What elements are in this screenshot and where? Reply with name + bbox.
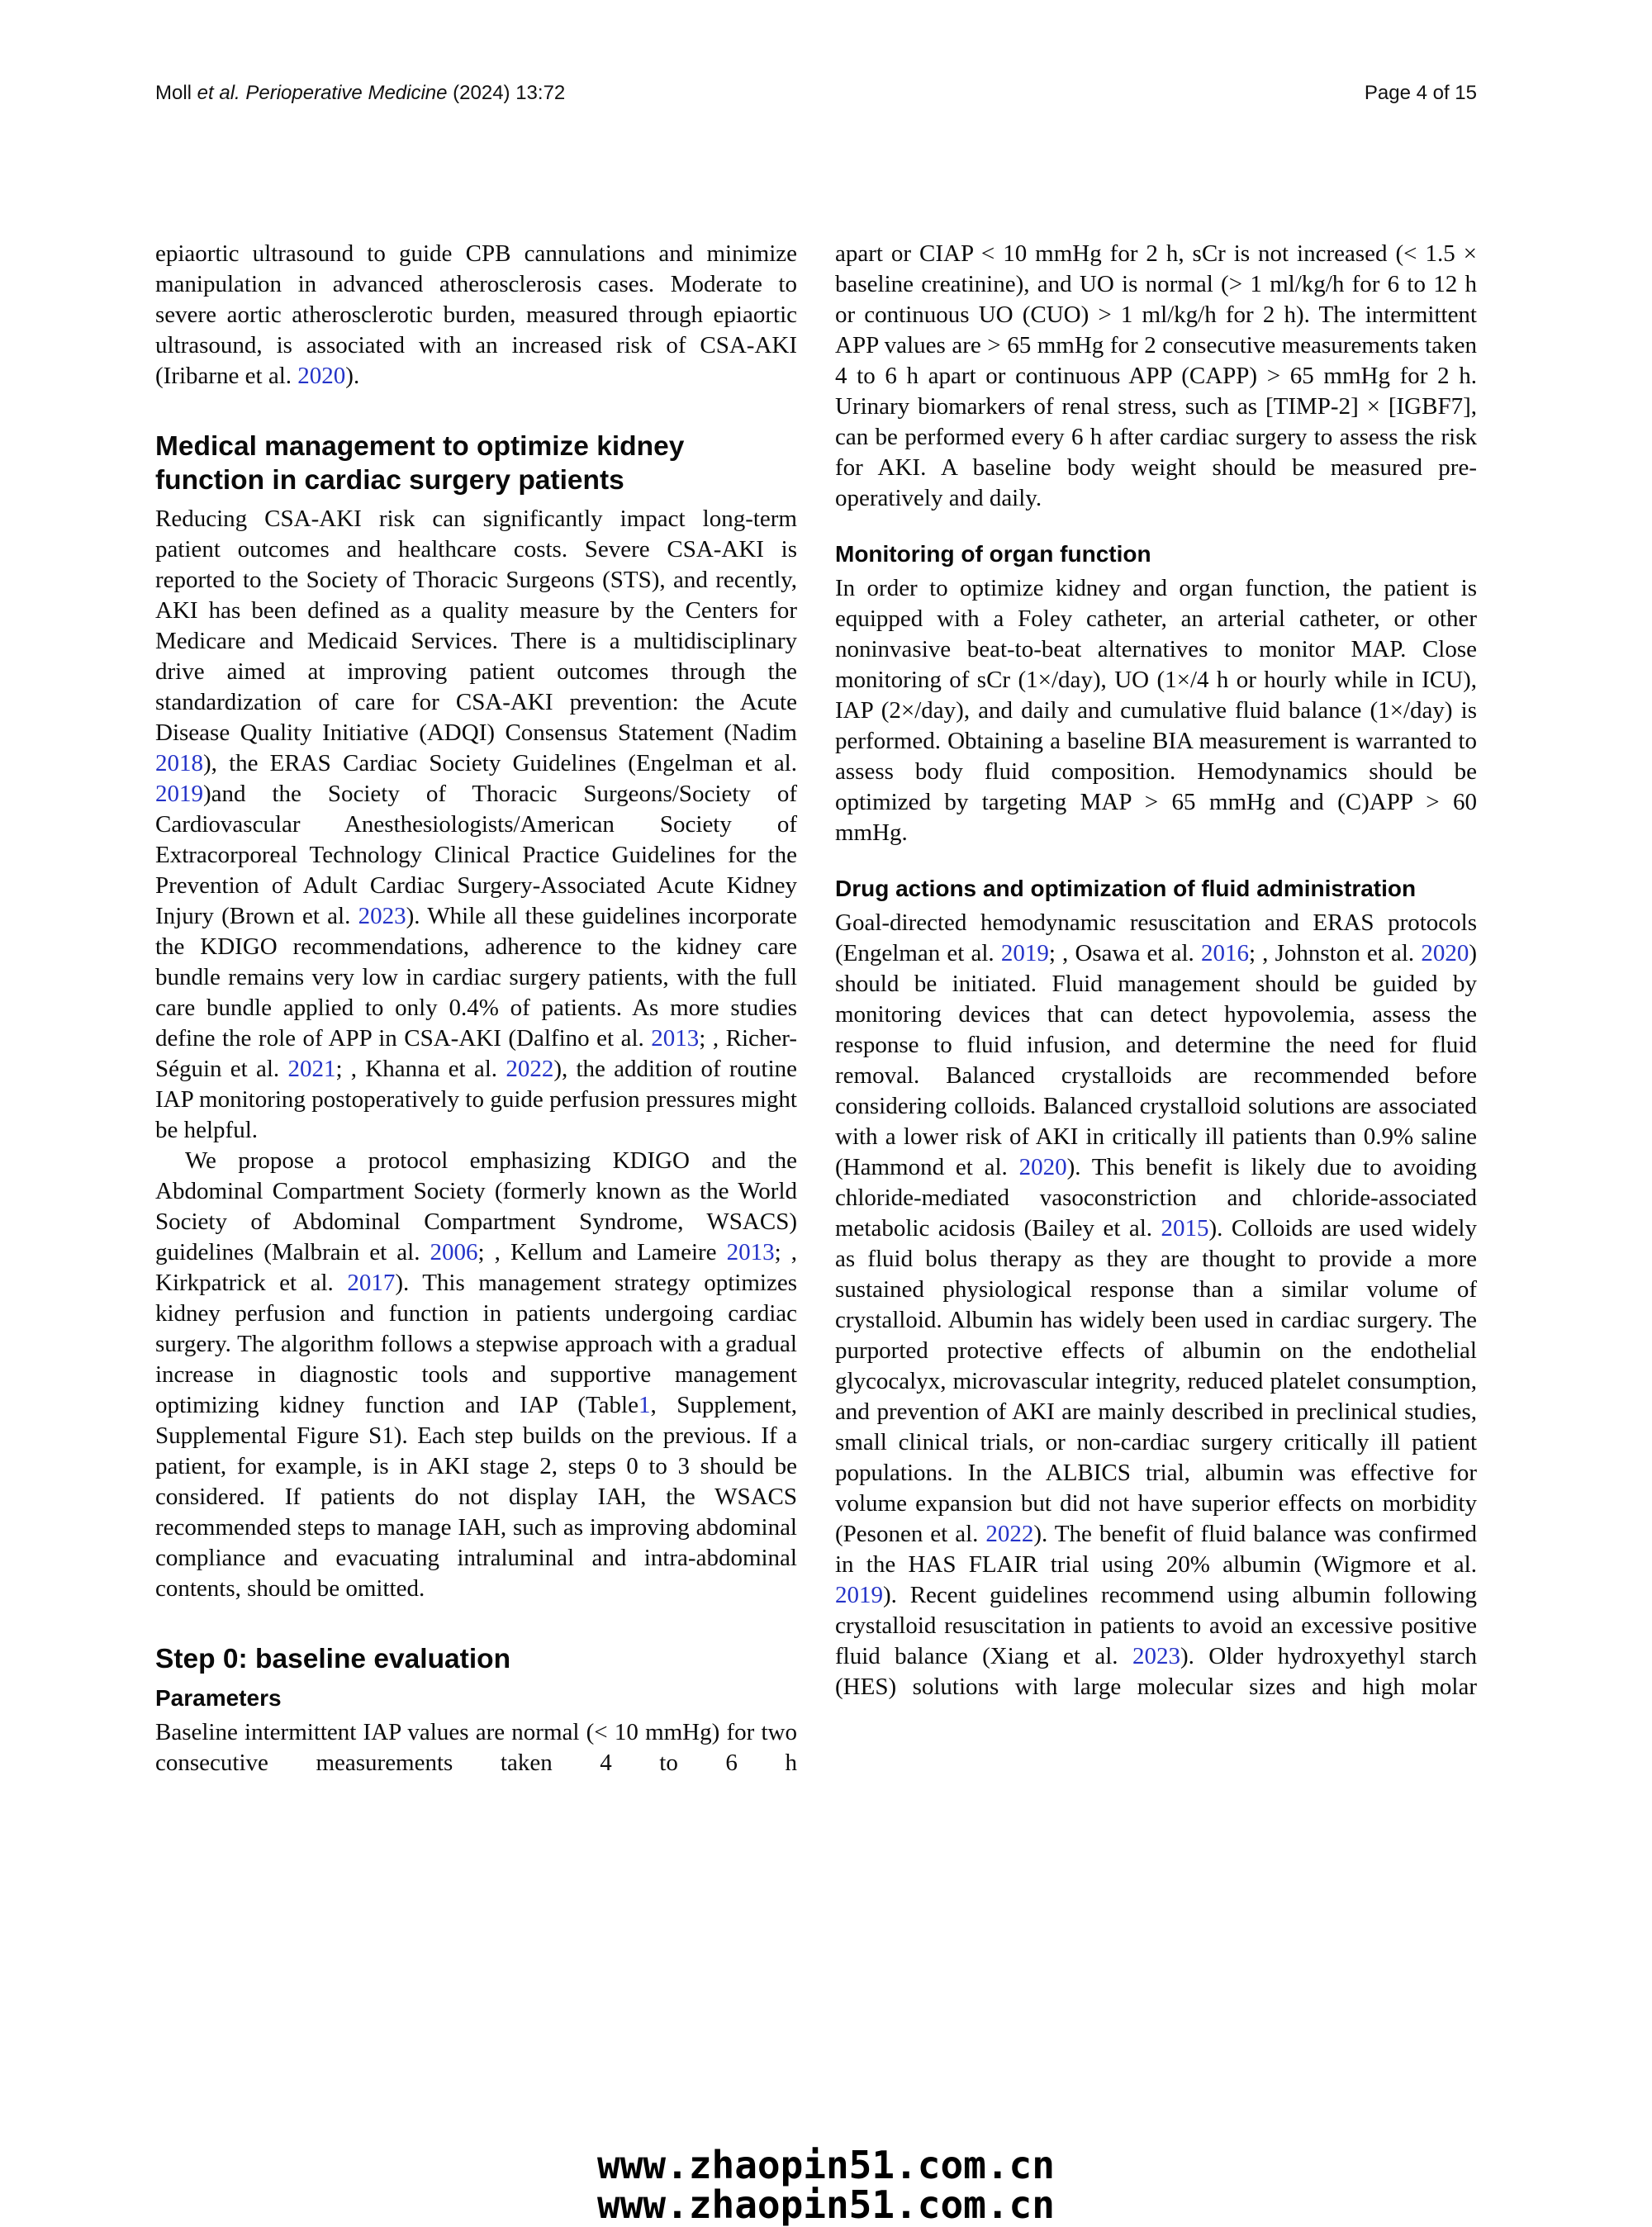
citation-link[interactable]: 1 (638, 1392, 651, 1418)
subsection-heading-monitoring: Monitoring of organ function (835, 541, 1151, 567)
subsection-heading-parameters: Parameters (155, 1685, 282, 1711)
text-segment: ; , Richer-Séguin et al. (155, 1025, 797, 1082)
citation-link[interactable]: 2022 (985, 1521, 1034, 1547)
paragraph-we-propose (155, 1146, 797, 1604)
citation-link[interactable]: 2023 (358, 903, 406, 929)
text-segment: epiaortic ultrasound to guide CPB cannulations and minimize manipulation in advanced atherosclerosis cases. Moderate to severe aortic atherosclerotic burden, measured through epiaortic ultrasound, is associated with an increased risk of CSA-AKI (Iribarne et al. (155, 240, 797, 389)
text-segment: ). Colloids are used widely as fluid bolus therapy as they are thought to provide a more sustained physiological response than a similar volume of crystalloid. Albumin has widely been used in cardiac surgery. The purported protective effects of albumin on the endothelial glycocalyx, microvascular integrity, reduced platelet consumption, and prevention of AKI are mainly described in preclinical studies, small clinical trials, or non-cardiac surgery critically ill patient populations. In the ALBICS trial, albumin was effective for volume expansion but did not have superior effects on morbidity (Pesonen et al. (835, 1215, 1477, 1547)
text-segment: )and the Society of Thoracic Surgeons/Society of Cardiovascular Anesthesiologists/American Society of Extracorporeal Technology Clinical Practice Guidelines for the Prevention of Adult Cardiac Surgery-Associated Acute Kidney Injury (Brown et al. (155, 781, 797, 929)
text-segment: ; , Kellum and Lameire (477, 1239, 727, 1265)
paragraph-drug-actions (835, 908, 1477, 1702)
paragraph-continuation (155, 239, 797, 392)
text-segment: Moll (155, 82, 197, 104)
text-segment: In order to optimize kidney and organ function, the patient is equipped with a Foley catheter, an arterial catheter, or other noninvasive beat-to-beat alternatives to monitor MAP. Close monitoring of sCr (1×/day), UO (1×/4 h or hourly while in ICU), IAP (2×/day), and daily and cumulative fluid balance (1×/day) is performed. Obtaining a baseline BIA measurement is warranted to assess body fluid composition. Hemodynamics should be optimized by targeting MAP > 65 mmHg and (C)APP > 60 mmHg. (835, 575, 1477, 846)
watermark-clipped: www.zhaopin51.com.cn (597, 2182, 1055, 2227)
text-segment: ). While all these guidelines incorporate the KDIGO recommendations, adherence to the kidney care bundle remains very low in cardiac surgery patients, with the full care bundle applied to only 0.4% of patients. As more studies define the role of APP in CSA-AKI (Dalfino et al. (155, 903, 797, 1052)
page-header (155, 82, 1477, 105)
citation-link[interactable]: 2019 (835, 1582, 883, 1608)
text-segment: ; , Kirkpatrick et al. (155, 1239, 797, 1296)
text-segment: ), the ERAS Cardiac Society Guidelines (Engelman et al. (203, 750, 797, 776)
text-segment: , Supplement, Supplemental Figure S1). Each step builds on the previous. If a patient, for example, is in AKI stage 2, steps 0 to 3 should be considered. If patients do not display IAH, the WSACS recommended steps to manage IAH, such as improving abdominal compliance and evacuating intraluminal and intra-abdominal contents, should be omitted. (155, 1392, 798, 1602)
text-segment: ), the addition of routine IAP monitoring postoperatively to guide perfusion pressures might be helpful. (155, 1056, 798, 1143)
text-segment: ; , Khanna et al. (335, 1056, 506, 1082)
text-segment: ). (345, 363, 360, 389)
citation-link[interactable]: 2020 (1421, 940, 1469, 966)
text-segment: et al. Perioperative Medicine (197, 82, 448, 104)
citation-link[interactable]: 2013 (651, 1025, 700, 1052)
text-segment: ). Recent guidelines recommend using albumin following crystalloid resuscitation in patients to avoid an excessive positive fluid balance (Xiang et al. (835, 1582, 1477, 1669)
citation-link[interactable]: 2016 (1200, 940, 1249, 966)
text-segment: Reducing CSA-AKI risk can significantly impact long-term patient outcomes and healthcare costs. Severe CSA-AKI is reported to the Society of Thoracic Surgeons (STS), and recently, AKI has been defined as a quality measure by the Centers for Medicare and Medicaid Services. There is a multidisciplinary drive aimed at improving patient outcomes through the standardization of care for CSA-AKI prevention: the Acute Disease Quality Initiative (ADQI) Consensus Statement (Nadim (155, 506, 797, 746)
body-columns (155, 239, 1477, 1778)
citation-link[interactable]: 2017 (347, 1270, 396, 1296)
paragraph-apart-or-ciap (835, 239, 1477, 514)
paragraph-reducing-csa-aki (155, 504, 797, 1146)
text-segment: We propose a protocol emphasizing KDIGO and the Abdominal Compartment Society (formerly known as the World Society of Abdominal Compartment Syndrome, WSACS) guidelines (Malbrain et al. (155, 1147, 797, 1265)
section-heading-medical-management: Medical management to optimize kidney function in cardiac surgery patients (155, 431, 685, 496)
text-segment: Baseline intermittent IAP values are normal (< 10 mmHg) for two consecutive measurements taken 4 to 6 h (155, 1719, 797, 1776)
citation-link[interactable]: 2019 (1000, 940, 1049, 966)
citation-link[interactable]: 2013 (726, 1239, 775, 1265)
citation-link[interactable]: 2023 (1132, 1643, 1180, 1669)
text-column-left (155, 239, 797, 1778)
section-heading-step0: Step 0: baseline evaluation (155, 1644, 511, 1674)
text-segment: ). Older hydroxyethyl starch (HES) solutions with large molecular sizes and high molar (835, 1643, 1477, 1700)
citation-link[interactable]: 2019 (155, 781, 203, 807)
running-head (155, 82, 565, 105)
text-segment: Goal-directed hemodynamic resuscitation and ERAS protocols (Engelman et al. (835, 909, 1477, 966)
page-number: Page 4 of 15 (1364, 82, 1477, 104)
citation-link[interactable]: 2015 (1161, 1215, 1209, 1242)
citation-link[interactable]: 2021 (287, 1056, 336, 1082)
text-segment: apart or CIAP < 10 mmHg for 2 h, sCr is not increased (< 1.5 × baseline creatinine), and UO is normal (> 1 ml/kg/h for 6 to 12 h or continuous UO (CUO) > 1 ml/kg/h for 2 h). The intermittent APP values are > 65 mmHg for 2 consecutive measurements taken 4 to 6 h apart or continuous APP (CAPP) > 65 mmHg for 2 h. Urinary biomarkers of renal stress, such as [TIMP-2] × [IGBF7], can be performed every 6 h after cardiac surgery to assess the risk for AKI. A baseline body weight should be measured pre-operatively and daily. (835, 240, 1477, 511)
text-segment: ). The benefit of fluid balance was confirmed in the HAS FLAIR trial using 20% albumin (Wigmore et al. (835, 1521, 1477, 1578)
paragraph-baseline-iap (155, 1717, 797, 1778)
subsection-heading-drug-actions: Drug actions and optimization of fluid administration (835, 876, 1417, 901)
citation-link[interactable]: 2022 (506, 1056, 554, 1082)
citation-link[interactable]: 2018 (155, 750, 203, 776)
citation-link[interactable]: 2006 (430, 1239, 478, 1265)
text-column-right (835, 239, 1477, 1778)
citation-link[interactable]: 2020 (297, 363, 346, 389)
text-segment: ). This management strategy optimizes kidney perfusion and function in patients undergoing cardiac surgery. The algorithm follows a stepwise approach with a gradual increase in diagnostic tools and supportive management optimizing kidney function and IAP (Table (155, 1270, 798, 1418)
text-segment: ). This benefit is likely due to avoiding chloride-mediated vasoconstriction and chloride-associated metabolic acidosis (Bailey et al. (835, 1154, 1477, 1242)
paragraph-monitoring-organ-function (835, 573, 1477, 848)
citation-link[interactable]: 2020 (1018, 1154, 1067, 1180)
text-segment: (2024) 13:72 (447, 82, 566, 104)
text-segment: ) should be initiated. Fluid management should be guided by monitoring devices that can detect hypovolemia, assess the response to fluid infusion, and determine the need for fluid removal. Balanced crystalloids are recommended before considering colloids. Balanced crystalloid solutions are associated with a lower risk of AKI in critically ill patients than 0.9% saline (Hammond et al. (835, 940, 1477, 1180)
text-segment: ; , Osawa et al. (1048, 940, 1201, 966)
watermark: www.zhaopin51.com.cn (597, 2143, 1055, 2187)
text-segment: ; , Johnston et al. (1248, 940, 1422, 966)
